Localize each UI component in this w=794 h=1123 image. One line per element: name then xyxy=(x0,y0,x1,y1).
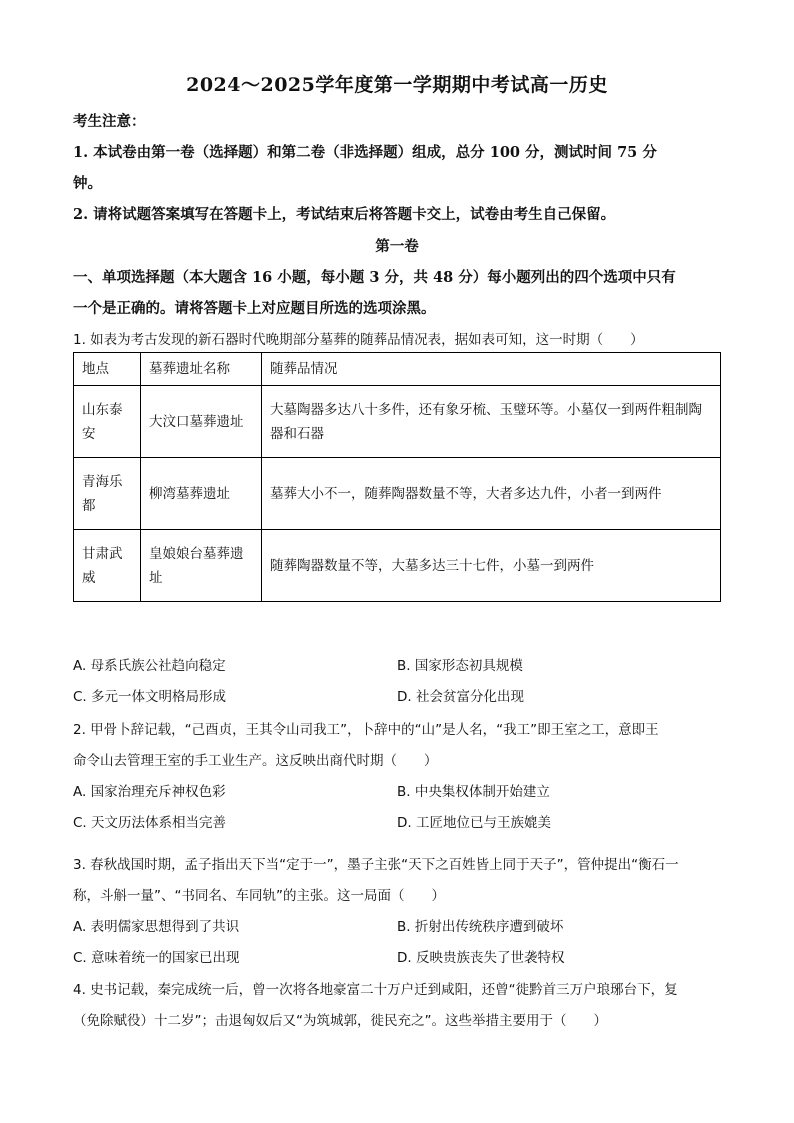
question-1-option-d[interactable]: D. 社会贫富分化出现 xyxy=(397,689,524,705)
question-2-stem-cont: 命令山去管理王室的手工业生产。这反映出商代时期（ ） xyxy=(73,753,438,769)
notice-item-2: 2. 请将试题答案填写在答题卡上，考试结束后将答题卡交上，试卷由考生自己保留。 xyxy=(73,206,616,223)
question-4-stem: 4. 史书记载，秦完成统一后，曾一次将各地豪富二十万户迁到咸阳，还曾“徙黔首三万户琅琊台下，复 xyxy=(73,982,678,998)
volume-title: 第一卷 xyxy=(375,238,419,255)
question-2-option-a[interactable]: A. 国家治理充斥神权色彩 xyxy=(73,784,226,800)
question-1-option-a[interactable]: A. 母系氏族公社趋向稳定 xyxy=(73,658,226,674)
question-2-option-c[interactable]: C. 天文历法体系相当完善 xyxy=(73,815,227,831)
question-3-stem: 3. 春秋战国时期，孟子指出天下当“定于一”，墨子主张“天下之百姓皆上同于天子”，管仲提出“衡石一 xyxy=(73,857,679,873)
table-cell: 青海乐都 xyxy=(74,458,141,530)
table-header-cell: 墓葬遗址名称 xyxy=(141,353,262,386)
table-cell: 皇娘娘台墓葬遗址 xyxy=(141,530,262,602)
tomb-table xyxy=(73,352,721,602)
question-1-option-c[interactable]: C. 多元一体文明格局形成 xyxy=(73,689,227,705)
table-cell: 墓葬大小不一，随葬陶器数量不等，大者多达九件，小者一到两件 xyxy=(262,458,721,530)
question-2-option-d[interactable]: D. 工匠地位已与王族媲美 xyxy=(397,815,551,831)
question-2-option-b[interactable]: B. 中央集权体制开始建立 xyxy=(397,784,550,800)
question-3-stem-cont: 称，斗斛一量”、“书同名、车同轨”的主张。这一局面（ ） xyxy=(73,888,445,904)
table-row xyxy=(74,530,721,602)
question-3-option-a[interactable]: A. 表明儒家思想得到了共识 xyxy=(73,919,240,935)
table-row xyxy=(74,458,721,530)
table-cell: 甘肃武威 xyxy=(74,530,141,602)
section-instruction-cont: 一个是正确的。请将答题卡上对应题目所选的选项涂黑。 xyxy=(73,300,436,317)
section-instruction: 一、单项选择题（本大题含 16 小题，每小题 3 分，共 48 分）每小题列出的四个选项中只有 xyxy=(73,269,676,286)
table-row xyxy=(74,386,721,458)
table-header-row xyxy=(74,353,721,386)
notice-heading: 考生注意： xyxy=(73,113,146,130)
table-cell: 随葬陶器数量不等，大墓多达三十七件，小墓一到两件 xyxy=(262,530,721,602)
question-1-option-b[interactable]: B. 国家形态初具规模 xyxy=(397,658,523,674)
question-2-stem: 2. 甲骨卜辞记载，“己酉贞，王其令山司我工”，卜辞中的“山”是人名，“我工”即王室之工，意即王 xyxy=(73,722,659,738)
notice-item-1-cont: 钟。 xyxy=(73,175,102,192)
question-1-stem: 1. 如表为考古发现的新石器时代晚期部分墓葬的随葬品情况表，据如表可知，这一时期（ ） xyxy=(73,332,644,348)
question-3-option-d[interactable]: D. 反映贵族丧失了世袭特权 xyxy=(397,950,565,966)
table-header-cell: 地点 xyxy=(74,353,141,386)
table-header-cell: 随葬品情况 xyxy=(262,353,721,386)
question-4-stem-cont: （免除赋役）十二岁”；击退匈奴后又“为筑城郭，徙民充之”。这些举措主要用于（ ） xyxy=(73,1013,607,1029)
exam-title: 2024～2025学年度第一学期期中考试高一历史 xyxy=(186,74,608,96)
question-3-option-c[interactable]: C. 意味着统一的国家已出现 xyxy=(73,950,240,966)
table-cell: 大汶口墓葬遗址 xyxy=(141,386,262,458)
notice-item-1: 1. 本试卷由第一卷（选择题）和第二卷（非选择题）组成，总分 100 分，测试时间 75 分 xyxy=(73,144,657,161)
table-cell: 大墓陶器多达八十多件，还有象牙梳、玉璧环等。小墓仅一到两件粗制陶器和石器 xyxy=(262,386,721,458)
table-cell: 山东泰安 xyxy=(74,386,141,458)
question-3-option-b[interactable]: B. 折射出传统秩序遭到破坏 xyxy=(397,919,564,935)
table-cell: 柳湾墓葬遗址 xyxy=(141,458,262,530)
